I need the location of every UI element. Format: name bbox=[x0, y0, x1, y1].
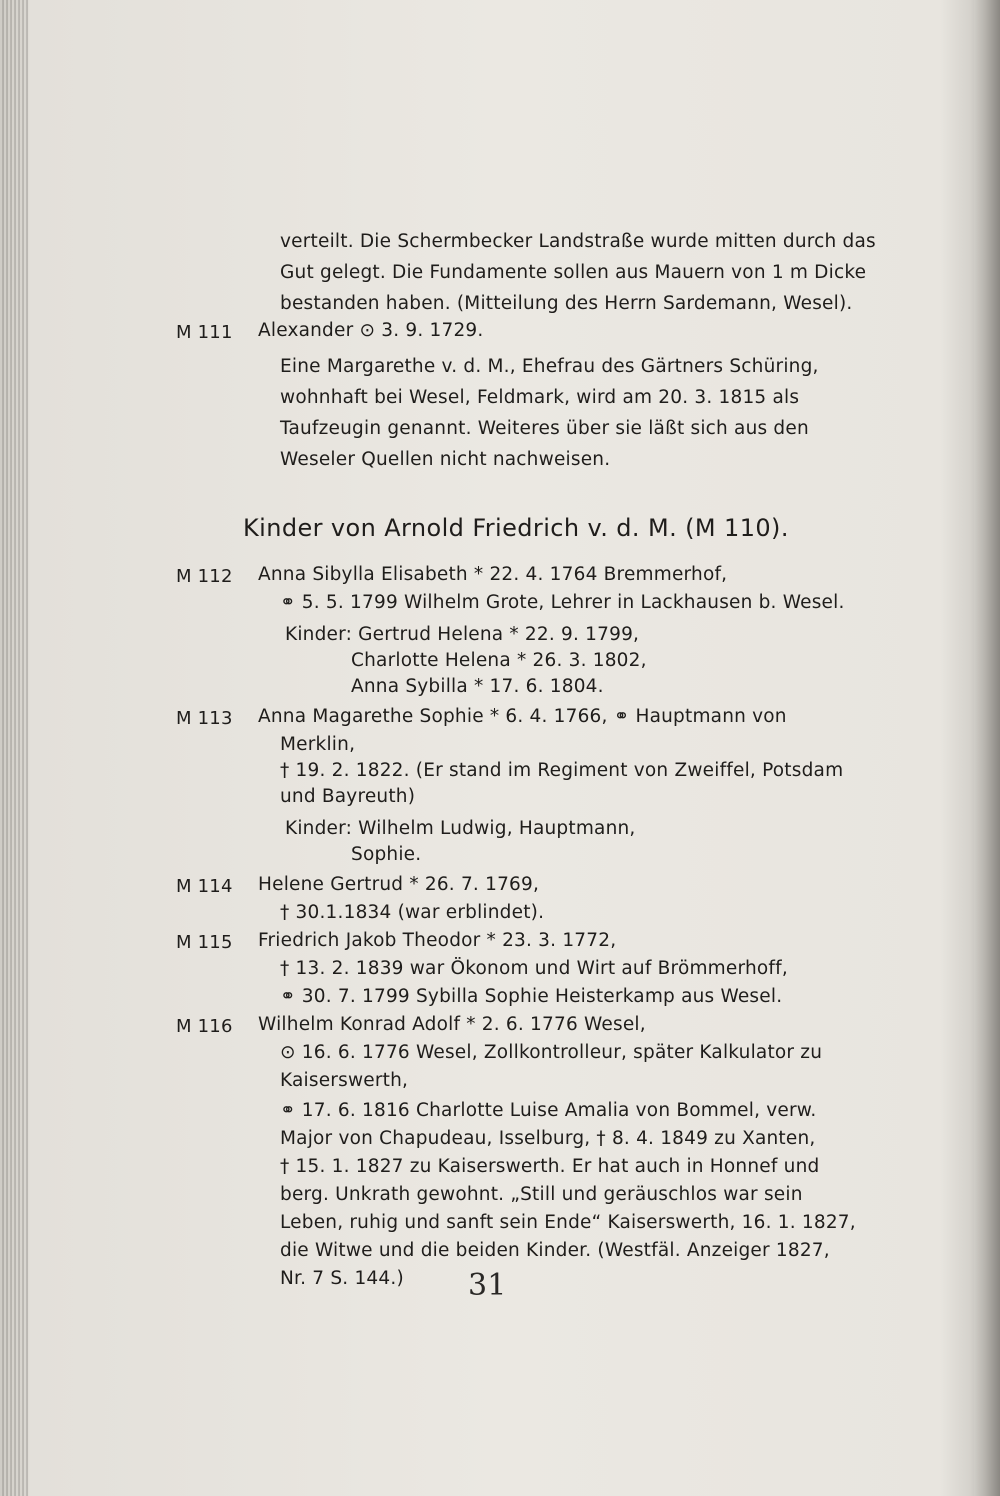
entry-m116-line: Major von Chapudeau, Isselburg, † 8. 4. 1849 zu Xanten, bbox=[280, 1128, 816, 1149]
entry-m116-line: ⊙ 16. 6. 1776 Wesel, Zollkontrolleur, später Kalkulator zu bbox=[280, 1042, 823, 1063]
intro-line-1: verteilt. Die Schermbecker Landstraße wurde mitten durch das bbox=[280, 231, 876, 252]
entry-m111-line: Eine Margarethe v. d. M., Ehefrau des Gärtners Schüring, bbox=[280, 356, 819, 377]
entry-m113-line: † 19. 2. 1822. (Er stand im Regiment von Zweiffel, Potsdam bbox=[280, 760, 844, 781]
book-page-edges bbox=[0, 0, 28, 1496]
entry-m116-line: Kaiserswerth, bbox=[280, 1070, 409, 1091]
entry-m111-name: Alexander ⊙ 3. 9. 1729. bbox=[258, 320, 484, 341]
entry-number-m113: M 113 bbox=[176, 708, 233, 729]
entry-m115-line: ⚭ 30. 7. 1799 Sybilla Sophie Heisterkamp aus Wesel. bbox=[280, 986, 783, 1007]
entry-m111-line: Taufzeugin genannt. Weiteres über sie läßt sich aus den bbox=[280, 418, 809, 439]
entry-m112-line: ⚭ 5. 5. 1799 Wilhelm Grote, Lehrer in Lackhausen b. Wesel. bbox=[280, 592, 845, 613]
entry-m116-line: † 15. 1. 1827 zu Kaiserswerth. Er hat auch in Honnef und bbox=[280, 1156, 820, 1177]
entry-m116-line: ⚭ 17. 6. 1816 Charlotte Luise Amalia von Bommel, verw. bbox=[280, 1100, 817, 1121]
entry-m112-child: Charlotte Helena * 26. 3. 1802, bbox=[351, 650, 647, 671]
entry-m113-line: Anna Magarethe Sophie * 6. 4. 1766, ⚭ Hauptmann von bbox=[258, 706, 787, 727]
entry-m116-line: berg. Unkrath gewohnt. „Still und geräuschlos war sein bbox=[280, 1184, 803, 1205]
entry-m111-line: wohnhaft bei Wesel, Feldmark, wird am 20. 3. 1815 als bbox=[280, 387, 800, 408]
entry-number-m112: M 112 bbox=[176, 566, 233, 587]
entry-m113-line: und Bayreuth) bbox=[280, 786, 416, 807]
entry-m112-children: Kinder: Gertrud Helena * 22. 9. 1799, bbox=[285, 624, 640, 645]
entry-m116-line: Leben, ruhig und sanft sein Ende“ Kaiserswerth, 16. 1. 1827, bbox=[280, 1212, 856, 1233]
entry-m115-line: Friedrich Jakob Theodor * 23. 3. 1772, bbox=[258, 930, 617, 951]
intro-line-3: bestanden haben. (Mitteilung des Herrn Sardemann, Wesel). bbox=[280, 293, 853, 314]
entry-number-m116: M 116 bbox=[176, 1016, 233, 1037]
entry-m113-children: Kinder: Wilhelm Ludwig, Hauptmann, bbox=[285, 818, 636, 839]
page-number: 31 bbox=[468, 1268, 507, 1303]
entry-m114-line: Helene Gertrud * 26. 7. 1769, bbox=[258, 874, 540, 895]
entry-m113-child: Sophie. bbox=[351, 844, 422, 865]
intro-line-2: Gut gelegt. Die Fundamente sollen aus Mauern von 1 m Dicke bbox=[280, 262, 867, 283]
entry-m115-line: † 13. 2. 1839 war Ökonom und Wirt auf Brömmerhoff, bbox=[280, 958, 788, 979]
page-shadow-edge bbox=[974, 0, 1000, 1496]
entry-m113-line: Merklin, bbox=[280, 734, 356, 755]
entry-m111-line: Weseler Quellen nicht nachweisen. bbox=[280, 449, 611, 470]
section-heading: Kinder von Arnold Friedrich v. d. M. (M 110). bbox=[243, 514, 789, 542]
entry-number-m111: M 111 bbox=[176, 322, 233, 343]
entry-m114-line: † 30.1.1834 (war erblindet). bbox=[280, 902, 545, 923]
entry-number-m115: M 115 bbox=[176, 932, 233, 953]
entry-number-m114: M 114 bbox=[176, 876, 233, 897]
entry-m112-child: Anna Sybilla * 17. 6. 1804. bbox=[351, 676, 604, 697]
entry-m116-line: Wilhelm Konrad Adolf * 2. 6. 1776 Wesel, bbox=[258, 1014, 646, 1035]
entry-m116-line: Nr. 7 S. 144.) bbox=[280, 1268, 404, 1289]
entry-m116-line: die Witwe und die beiden Kinder. (Westfäl. Anzeiger 1827, bbox=[280, 1240, 830, 1261]
entry-m112-line: Anna Sibylla Elisabeth * 22. 4. 1764 Bremmerhof, bbox=[258, 564, 728, 585]
